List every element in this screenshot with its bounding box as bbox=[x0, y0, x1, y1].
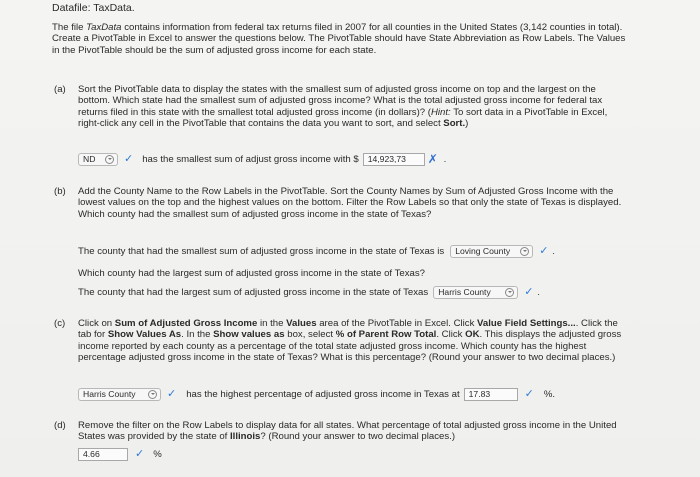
answer-b2-line: The county that had the largest sum of adjusted gross income in the state of Texas Harris County ✓ . bbox=[78, 285, 540, 298]
check-icon: ✓ bbox=[124, 152, 134, 165]
question-a-text: Sort the PivotTable data to display the states with the smallest sum of adjusted gross income on top and the largest on the bottom. Which state had the smallest sum of adjusted gross income? What is the total adjusted gross income for federal tax returns filed in this state with the smallest total adjusted gross income (in dollars)? (Hint: To sort data in a PivotTable in Excel, right-click any cell in the PivotTable that contains the data you want to sort, and select Sort.) bbox=[78, 84, 608, 130]
answer-c-line: Harris County ✓ has the highest percentage of adjusted gross income in Texas at 17.83 ✓ %. bbox=[78, 388, 555, 401]
illinois-percentage-input[interactable]: 4.66 bbox=[78, 448, 128, 461]
answer-a-line: ND ✓ has the smallest sum of adjust gross income with $ 14,923,73 ✗ . bbox=[78, 153, 446, 166]
highest-county-dropdown[interactable]: Harris County bbox=[78, 388, 161, 401]
chevron-down-icon bbox=[105, 155, 114, 164]
question-letter: (a) bbox=[54, 84, 66, 95]
percentage-input[interactable]: 17.83 bbox=[464, 388, 518, 401]
datafile-label: Datafile: TaxData. bbox=[52, 2, 135, 14]
smallest-county-dropdown[interactable]: Loving County bbox=[450, 245, 533, 258]
question-letter: (c) bbox=[54, 318, 66, 329]
question-c-text: Click on Sum of Adjusted Gross Income in the Values area of the PivotTable in Excel. Click Value Field Settings.... Click the tab for Show Values As. In the Show values as box, select % of Parent Row Total. Click OK. This displays the adjusted gross income reported by each county as a percentage of the total state adjusted gross income. Which county has the highest percentage adjusted gross income in the state of Texas? What is this percentage? (Round your answer to two decimal places.) bbox=[78, 318, 622, 364]
question-b-text: Add the County Name to the Row Labels in the PivotTable. Sort the County Names by Sum of Adjusted Gross Income with the lowest values on the top and the highest values on the bottom. Filter the Row Labels so that only the state of Texas is displayed. Which county had the smallest sum of adjusted gross income in the state of Texas? bbox=[78, 186, 622, 220]
question-letter: (d) bbox=[54, 420, 66, 431]
check-icon: ✓ bbox=[135, 447, 145, 460]
check-icon: ✓ bbox=[524, 285, 534, 298]
check-icon: ✓ bbox=[167, 387, 177, 400]
check-icon: ✓ bbox=[539, 244, 549, 257]
chevron-down-icon bbox=[148, 390, 157, 399]
cross-icon: ✗ bbox=[427, 151, 438, 166]
intro-paragraph: The file TaxData contains information from federal tax returns filed in 2007 for all counties in the United States (3,142 counties in total). Create a PivotTable in Excel to answer the questions below. The PivotTable should have State Abbreviation as Row Labels. The Values in the PivotTable should be the sum of adjusted gross income for each state. bbox=[52, 22, 626, 56]
chevron-down-icon bbox=[520, 247, 529, 256]
question-d-text: Remove the filter on the Row Labels to display data for all states. What percentage of total adjusted gross income in the United States was provided by the state of Illinois? (Round your answer to two decimal places.) bbox=[78, 420, 617, 443]
chevron-down-icon bbox=[505, 288, 514, 297]
income-input[interactable]: 14,923,73 bbox=[363, 153, 425, 166]
state-dropdown[interactable]: ND bbox=[78, 153, 118, 166]
answer-d-line: 4.66 ✓ % bbox=[78, 448, 162, 461]
check-icon: ✓ bbox=[524, 387, 534, 400]
largest-county-dropdown[interactable]: Harris County bbox=[433, 286, 518, 299]
question-b2-text: Which county had the largest sum of adjusted gross income in the state of Texas? bbox=[78, 268, 425, 279]
answer-b1-line: The county that had the smallest sum of adjusted gross income in the state of Texas is Loving County ✓ . bbox=[78, 244, 555, 257]
question-letter: (b) bbox=[54, 186, 66, 197]
